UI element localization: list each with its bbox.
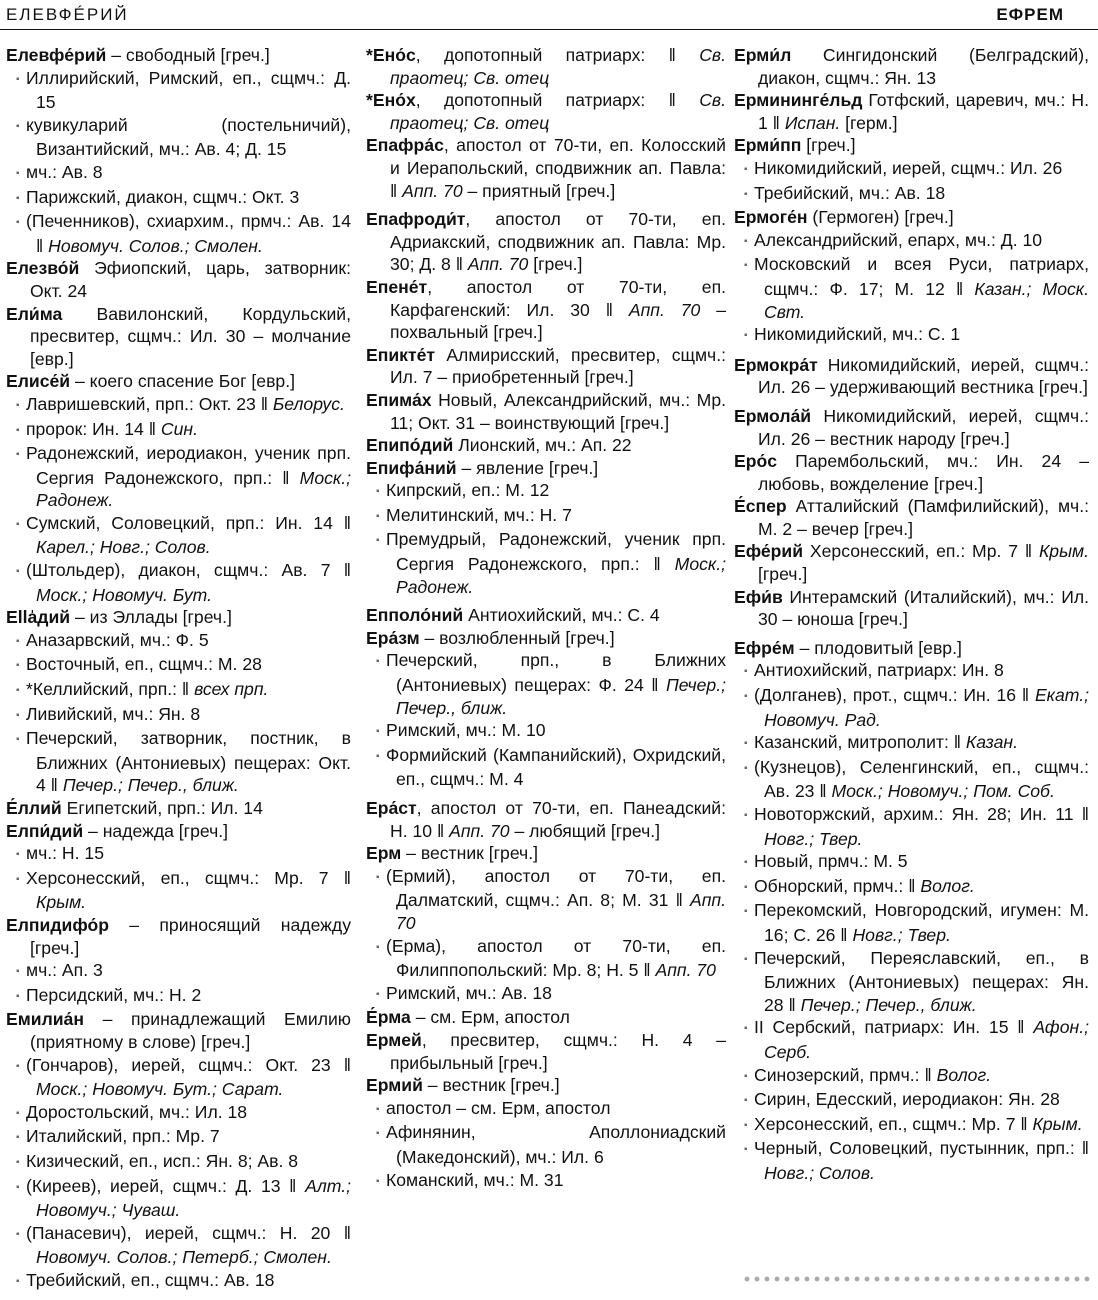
entry [734, 450, 1089, 495]
entry-text: – принадлежащий Емилию (приятному в слове) [греч.] [30, 1009, 351, 1052]
entry-text: Команский, мч.: М. 31 [386, 1169, 564, 1190]
entry [6, 370, 351, 393]
sub-entry [6, 1101, 351, 1126]
entry [366, 434, 726, 457]
entry-calendar-refs: Апп. 70 [449, 820, 510, 841]
entry-headword: Емилиа́н [6, 1009, 84, 1030]
entry-calendar-refs: всех прп. [194, 679, 269, 700]
sub-entry [6, 727, 351, 797]
running-head-left: ЕЛЕВФÉРИЙ [6, 5, 129, 24]
entry-headword: Ерми́л [734, 45, 792, 65]
entry-headword: Епифа́ний [366, 457, 457, 478]
entry-headword: Епполо́ний [366, 605, 464, 626]
entry-calendar-refs: Син. [160, 418, 198, 439]
entry-text: Афинянин, Аполлониадский (Македонский), мч.: Ил. 6 [386, 1122, 726, 1167]
entry-text: мч.: Н. 15 [26, 843, 104, 864]
entry-text: (Гермоген) [греч.] [807, 207, 954, 228]
sub-entry [734, 229, 1089, 254]
sub-entry [734, 875, 1089, 900]
entry-text: , апостол от 70-ти, еп. Карфагенский: Ил. 30 ‖ [390, 276, 726, 320]
entry [734, 540, 1089, 585]
entry-text: Александрийский, епарх, мч.: Д. 10 [754, 229, 1043, 250]
entry-text: Ливийский, мч.: Ян. 8 [26, 703, 201, 724]
entry [6, 914, 351, 959]
entry-headword: Елпи́дий [6, 820, 84, 841]
entry-text-tail: [греч.] [528, 254, 583, 275]
sub-entry [6, 393, 351, 418]
entry-text: Херсонесский, еп., сщмч.: Мр. 7 ‖ [754, 1113, 1033, 1134]
entry-text: (Ермий), апостол от 70-ти, еп. Далматский, сщмч.: Ап. 8; М. 31 ‖ [386, 865, 726, 911]
entry-headword: *Ено́х [366, 90, 416, 111]
entry-headword: Елпидифо́р [6, 914, 109, 935]
sub-entry [734, 684, 1089, 731]
sub-entry [734, 1137, 1089, 1184]
entry [734, 586, 1089, 631]
sub-entry [366, 744, 726, 791]
entry-headword: Ерми́пп [734, 135, 802, 156]
entry-text: , допотопный патриарх: ‖ [415, 45, 700, 65]
entry-headword: Епима́х [366, 389, 432, 410]
entry-headword: Ермей [366, 1029, 422, 1050]
entry-headword: Ермий [366, 1075, 423, 1096]
sub-entry [366, 649, 726, 719]
entry-text: Сингидонский (Белградский), диакон, сщмч.: Ян. 13 [758, 45, 1089, 88]
sub-entry [6, 1222, 351, 1269]
entry-headword: Ефе́рий [734, 541, 804, 562]
sub-entry [6, 418, 351, 443]
entry-text: Премудрый, Радонежский, ученик прп. Сергия Радонежского, прп.: ‖ [386, 529, 726, 575]
entry [734, 495, 1089, 540]
sub-entry [6, 186, 351, 211]
entry-text: Казанский, митрополит: ‖ [754, 732, 966, 753]
sub-entry [366, 1169, 726, 1194]
sub-entry [734, 850, 1089, 875]
entry-calendar-refs: Новг.; Твер. [764, 828, 863, 849]
entry [366, 1074, 726, 1097]
entry-calendar-refs: Екат.; Новомуч. Рад. [764, 685, 1089, 730]
sub-entry [366, 719, 726, 744]
sub-entry [6, 842, 351, 867]
entry-calendar-refs: Моск.; Новомуч. Бут. [36, 584, 213, 605]
sub-entry [6, 1269, 351, 1294]
entry-headword: Ефре́м [734, 637, 795, 658]
entry [6, 257, 351, 302]
entry-text: Иллирийский, Римский, еп., сщмч.: Д. 15 [26, 67, 351, 113]
entry-calendar-refs: Новомуч. Солов.; Смолен. [48, 235, 263, 256]
entry-text: Римский, мч.: Ав. 18 [386, 982, 552, 1003]
entry-calendar-refs: Карел.; Новг.; Солов. [36, 537, 211, 558]
entry-headword: Ella̍дий [6, 607, 71, 628]
entry-text: – возлюбленный [греч.] [419, 627, 615, 648]
entry [366, 1006, 726, 1029]
entry-text: Печерский, затворник, постник, в Ближних (Антониевых) пещерах: Окт. 4 ‖ [26, 728, 351, 796]
entry [734, 44, 1089, 89]
entry-calendar-refs: Алт.; Новомуч.; Чуваш. [36, 1175, 351, 1221]
entry-text: (Ерма), апостол от 70-ти, еп. Филиппопольский: Мр. 8; Н. 5 ‖ [386, 935, 726, 981]
running-head-right: ЕФРЕМ [996, 5, 1064, 24]
entry-calendar-refs: Апп. 70 [628, 299, 701, 320]
entry-text: (Киреев), иерей, сщмч.: Д. 13 ‖ [26, 1175, 306, 1196]
entry [366, 134, 726, 202]
column-2 [366, 44, 726, 1193]
sub-entry [734, 659, 1089, 684]
entry-text: (Кузнецов), Селенгинский, еп., сщмч.: Ав. 23 ‖ [754, 756, 1089, 802]
entry [366, 89, 726, 134]
sub-entry [366, 935, 726, 982]
entry [366, 604, 726, 627]
sub-entry [734, 157, 1089, 182]
sub-entry [366, 982, 726, 1007]
entry-text: Новоторжский, архим.: Ян. 28; Ин. 11 ‖ [754, 804, 1089, 824]
sub-entry [366, 479, 726, 504]
entry [6, 606, 351, 629]
entry-calendar-refs: Апп. 70 [396, 890, 726, 933]
entry-text: Требийский, еп., сщмч.: Ав. 18 [26, 1269, 275, 1290]
entry-text: Никомидийский, иерей, сщмч.: Ил. 26 – удерживающий вестника [греч.] [758, 354, 1089, 398]
sub-entry [366, 1097, 726, 1122]
sub-entry [6, 559, 351, 606]
sub-entry [366, 504, 726, 529]
entry-text: Сирин, Едесский, иеродиакон: Ян. 28 [754, 1089, 1060, 1110]
entry-text: (Гончаров), иерей, сщмч.: Окт. 23 ‖ [26, 1054, 351, 1075]
entry-text: мч.: Ав. 8 [26, 161, 103, 182]
entry-text: Готфский, царевич, мч.: Н. 1 ‖ [758, 90, 1089, 133]
entry-text: Лавришевский, прп.: Окт. 23 ‖ [26, 393, 273, 414]
entry-text: Новый, прмч.: М. 5 [754, 851, 908, 872]
entry-calendar-refs: Св. праотец; Св. отец [390, 90, 726, 133]
entry-headword: Ермоге́н [734, 207, 808, 228]
entry-text: Парижский, диакон, сщмч.: Окт. 3 [26, 186, 300, 207]
sub-entry [6, 1125, 351, 1150]
entry-text: , допотопный патриарх: ‖ [415, 90, 700, 111]
entry-text: , апостол от 70-ти, еп. Панеадский: Н. 10 ‖ [390, 798, 726, 841]
entry-calendar-refs: Апп. 70 [402, 180, 463, 201]
entry [366, 797, 726, 842]
entry-text: Мелитинский, мч.: Н. 7 [386, 504, 572, 525]
entry-text: – надежда [греч.] [83, 820, 229, 841]
entry [366, 1029, 726, 1074]
sub-entry [6, 867, 351, 914]
entry [6, 1008, 351, 1053]
entry [6, 303, 351, 371]
entry-text-tail: – приятный [греч.] [462, 180, 616, 201]
entry-calendar-refs: Моск.; Новомуч.; Пом. Соб. [831, 781, 1055, 802]
entry-headword: Епипо́дий [366, 435, 454, 456]
sub-entry [6, 629, 351, 654]
sub-entry [734, 731, 1089, 756]
sub-entry [734, 253, 1089, 323]
entry [734, 134, 1089, 157]
entry-text: Никомидийский, мч.: С. 1 [754, 324, 961, 345]
entry-text: Интерамский (Италийский), мч.: Ил. 30 – юноша [греч.] [758, 586, 1089, 630]
sub-entry [6, 1150, 351, 1175]
page-header [0, 0, 1098, 32]
sub-entry [366, 865, 726, 935]
sub-entry [366, 528, 726, 598]
entry-calendar-refs: Апп. 70 [655, 960, 716, 981]
entry [6, 44, 351, 67]
entry-calendar-refs: Крым. [1038, 541, 1089, 562]
entry-text: Аназарвский, мч.: Ф. 5 [26, 629, 209, 650]
sub-entry [734, 947, 1089, 1017]
entry-text: Формийский (Кампанийский), Охридский, еп., сщмч.: М. 4 [386, 744, 726, 790]
entry-text: Перекомский, Новгородский, игумен: М. 16; С. 26 ‖ [754, 900, 1089, 945]
entry-headword: Е́спер [734, 496, 787, 517]
sub-entry [734, 323, 1089, 348]
entry-text: Антиохийский, мч.: С. 4 [463, 605, 660, 626]
entry-text: Херсонесский, еп.: Мр. 7 ‖ [803, 541, 1039, 562]
entry-text: (Печенников), схиархим., прмч.: Ав. 14 ‖ [26, 211, 351, 256]
sub-entry [6, 210, 351, 257]
entry-headword: Еро́с [734, 451, 778, 472]
sub-entry [734, 182, 1089, 207]
entry-text: мч.: Ап. 3 [26, 960, 103, 981]
entry-text: – коего спасение Бог [евр.] [70, 371, 295, 392]
sub-entry [6, 114, 351, 161]
entry-text: Антиохийский, патриарх: Ин. 8 [754, 660, 1004, 681]
sub-entry [734, 1113, 1089, 1138]
entry-headword: Е́ллий [6, 798, 62, 818]
sub-entry [6, 984, 351, 1009]
entry [6, 797, 351, 820]
entry-headword: Ерм [366, 843, 402, 864]
entry [366, 208, 726, 276]
entry-text: Египетский, прп.: Ил. 14 [61, 798, 263, 818]
entry-calendar-refs: Белорус. [272, 393, 345, 414]
entry-text: Сумский, Соловецкий, прп.: Ин. 14 ‖ [26, 512, 351, 533]
entry-text: Атталийский (Памфилийский), мч.: М. 2 – вечер [греч.] [758, 496, 1089, 539]
sub-entry [734, 899, 1089, 946]
entry-calendar-refs: Новг.; Твер. [852, 924, 951, 945]
entry-calendar-refs: Печер.; Печер., ближ. [800, 994, 977, 1015]
column-1 [6, 44, 351, 1293]
entry-text: , апостол от 70-ти, еп. Адриакский, сподвижник ап. Павла: Мр. 30; Д. 8 ‖ [390, 209, 726, 275]
entry-text: Парембольский, мч.: Ин. 24 – любовь, вожделение [греч.] [758, 451, 1089, 494]
entry-headword: Ермокра́т [734, 354, 818, 375]
entry-text: , пресвитер, сщмч.: Н. 4 – прибыльный [греч.] [390, 1029, 726, 1073]
sub-entry [6, 959, 351, 984]
entry-calendar-refs: Апп. 70 [467, 254, 529, 275]
sub-entry [6, 703, 351, 728]
entry-calendar-refs: Волог. [920, 875, 975, 896]
entry-headword: Епикте́т [366, 344, 436, 365]
sub-entry [734, 1064, 1089, 1089]
entry-headword: Елезво́й [6, 258, 80, 279]
entry [366, 344, 726, 389]
sub-entry [734, 1088, 1089, 1113]
entry-text: Печерский, прп., в Ближних (Антониевых) пещерах: Ф. 24 ‖ [386, 650, 726, 696]
entry-text: Персидский, мч.: Н. 2 [26, 984, 202, 1005]
entry-headword: Е́рма [366, 1007, 411, 1028]
entry-calendar-refs: Новг.; Солов. [764, 1162, 875, 1183]
entry-text: – приносящий надежду [греч.] [30, 914, 351, 958]
entry-text: кувикуларий (постельничий), Византийский, мч.: Ав. 4; Д. 15 [26, 114, 351, 160]
entry-text: пророк: Ин. 14 ‖ [26, 418, 161, 439]
entry-calendar-refs: Крым. [1032, 1113, 1083, 1134]
entry-headword: Епене́т [366, 276, 428, 297]
entry-headword: Ера́зм [366, 627, 420, 648]
end-dots-divider [742, 1275, 1092, 1283]
sub-entry [734, 756, 1089, 803]
entry-headword: Епафра́с [366, 135, 444, 156]
entry-text: (Долганев), прот., сщмч.: Ин. 16 ‖ [754, 685, 1035, 706]
entry-text: Эфиопский, царь, затворник: Окт. 24 [30, 258, 351, 301]
sub-entry [734, 803, 1089, 850]
entry-text: (Штольдер), диакон, сщмч.: Ав. 7 ‖ [26, 560, 351, 581]
entry-calendar-refs: Казан.; Моск. Свт. [764, 278, 1089, 322]
entry-text: Московский и всея Руси, патриарх, сщмч.: Ф. 17; М. 12 ‖ [754, 254, 1089, 299]
sub-entry [6, 67, 351, 114]
entry-text-tail: [греч.] [758, 564, 808, 585]
entry-calendar-refs: Моск.; Радонеж. [36, 467, 351, 511]
entry-text: Алмирисский, пресвитер, сщмч.: Ил. 7 – приобретенный [греч.] [390, 344, 726, 388]
entry-text: Новый, Александрийский, мч.: Мр. 11; Окт. 31 – воинствующий [греч.] [390, 389, 726, 433]
entry-text: , апостол от 70-ти, еп. Колосский и Иерапольский, сподвижник ап. Павла: ‖ [390, 135, 726, 201]
entry [6, 820, 351, 843]
entry-text: Обнорский, прмч.: ‖ [754, 875, 921, 896]
entry [734, 405, 1089, 450]
entry [366, 389, 726, 434]
entry-text: Синозерский, прмч.: ‖ [754, 1064, 937, 1085]
entry-calendar-refs: Моск.; Радонеж. [396, 554, 726, 597]
entry-headword: Елевфе́рий [6, 45, 107, 65]
sub-entry [366, 1121, 726, 1168]
entry-calendar-refs: Афон.; Серб. [764, 1017, 1089, 1062]
entry-text: – явление [греч.] [456, 457, 599, 478]
sub-entry [6, 442, 351, 512]
sub-entry [6, 1175, 351, 1222]
entry-text: Кипрский, еп.: М. 12 [386, 480, 550, 501]
entry-text: Кизический, еп., исп.: Ян. 8; Ав. 8 [26, 1150, 299, 1171]
sub-entry [734, 1016, 1089, 1063]
entry-calendar-refs: Моск.; Новомуч. Бут.; Сарат. [36, 1079, 284, 1100]
entry-headword: Ера́ст [366, 798, 417, 818]
entry-text: – свободный [греч.] [106, 45, 270, 65]
entry-calendar-refs: Новомуч. Солов.; Петерб.; Смолен. [36, 1247, 332, 1268]
entry-text: – плодовитый [евр.] [794, 637, 962, 658]
entry-calendar-refs: Св. праотец; Св. отец [390, 45, 726, 88]
entry-text: Восточный, еп., сщмч.: М. 28 [26, 654, 262, 675]
sub-entry [6, 512, 351, 559]
entry [366, 627, 726, 650]
entry-text: (Панасевич), иерей, сщмч.: Н. 20 ‖ [26, 1222, 351, 1243]
entry [734, 89, 1089, 134]
entry-text: Доростольский, мч.: Ил. 18 [26, 1101, 248, 1122]
entry-calendar-refs: Крым. [36, 892, 87, 913]
entry-headword: Ермола́й [734, 405, 812, 426]
entry-headword: Ефи́в [734, 586, 783, 607]
sub-entry [6, 1054, 351, 1101]
entry-calendar-refs: Печер.; Печер., ближ. [62, 775, 239, 796]
column-3 [734, 44, 1089, 1185]
entry-calendar-refs: Испан. [784, 112, 841, 133]
entry-text: Херсонесский, еп., сщмч.: Мр. 7 ‖ [26, 867, 351, 888]
entry-text: Требийский, мч.: Ав. 18 [754, 182, 946, 203]
sub-entry [6, 653, 351, 678]
entry-text: Радонежский, иеродиакон, ученик прп. Сергия Радонежского, прп.: ‖ [26, 443, 351, 488]
entry-text: – вестник [греч.] [422, 1075, 560, 1096]
entry [734, 206, 1089, 229]
entry [366, 457, 726, 480]
entry-text: [греч.] [801, 135, 856, 156]
entry-text-tail: [герм.] [840, 112, 898, 133]
entry-text: – вестник [греч.] [401, 843, 538, 864]
entry-text: апостол – см. Ерм, апостол [386, 1097, 611, 1118]
entry-text: Италийский, прп.: Мр. 7 [26, 1126, 220, 1147]
entry-text: Вавилонский, Кордульский, пресвитер, сщмч.: Ил. 30 – молчание [евр.] [30, 303, 351, 369]
header-rule [0, 29, 1098, 30]
entry-headword: *Ено́с [366, 45, 416, 65]
entry-text-tail: – похвальный [греч.] [390, 299, 726, 343]
sub-entry [6, 161, 351, 186]
sub-entry [6, 678, 351, 703]
entry-text: Черный, Соловецкий, пустынник, прп.: ‖ [754, 1138, 1089, 1159]
entry-text: *Келлийский, прп.: ‖ [26, 679, 195, 700]
entry [366, 276, 726, 344]
entry-headword: Ермининге́льд [734, 90, 863, 111]
entry-text: II Сербский, патриарх: Ин. 15 ‖ [754, 1017, 1034, 1038]
entry-headword: Ели́ма [6, 303, 63, 324]
entry-text-tail: – любящий [греч.] [509, 820, 661, 841]
entry-calendar-refs: Волог. [936, 1064, 992, 1085]
entry [366, 842, 726, 865]
entry-text: – из Эллады [греч.] [70, 607, 232, 628]
entry [366, 44, 726, 89]
entry-text: Печерский, Переяславский, еп., в Ближних (Антониевых) пещерах: Ян. 28 ‖ [754, 947, 1089, 1015]
entry-calendar-refs: Казан. [965, 732, 1018, 753]
entry-text: Никомидийский, иерей, сщмч.: Ил. 26 [754, 157, 1063, 178]
entry-headword: Епафроди́т [366, 209, 466, 230]
entry-text: Лионский, мч.: Ап. 22 [453, 435, 632, 456]
entry-text: Римский, мч.: М. 10 [386, 720, 546, 741]
entry-calendar-refs: Печер.; Печер., ближ. [396, 675, 726, 718]
entry-text: Никомидийский, иерей, сщмч.: Ил. 26 – вестник народу [греч.] [758, 405, 1089, 449]
entry-headword: Елисе́й [6, 371, 71, 392]
entry [734, 637, 1089, 660]
entry-text: – см. Ерм, апостол [410, 1007, 570, 1028]
entry [734, 354, 1089, 399]
